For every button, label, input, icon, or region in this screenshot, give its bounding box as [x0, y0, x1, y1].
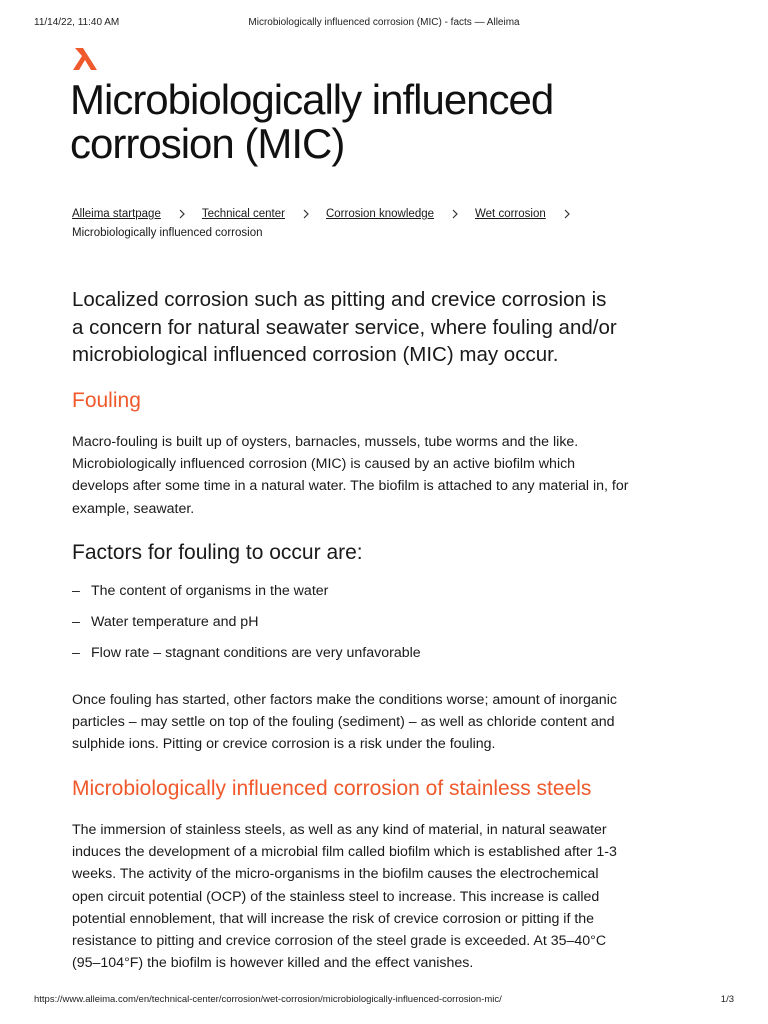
list-item-text: Water temperature and pH — [91, 614, 259, 630]
text-line: particles – may settle on top of the fouling (sediment) – as well as chloride content and — [72, 714, 615, 731]
list-item — [72, 643, 692, 674]
print-header — [0, 17, 768, 31]
breadcrumb-link-startpage[interactable]: Alleima startpage — [72, 208, 161, 220]
intro-line: a concern for natural seawater service, where fouling and/or — [72, 315, 617, 339]
factors-heading: Factors for fouling to occur are: — [72, 541, 363, 564]
text-line: potential ennoblement, that will increase the risk of crevice corrosion or pitting if the — [72, 910, 595, 927]
print-url: https://www.alleima.com/en/technical-center/corrosion/wet-corrosion/microbiologically-influenced-corrosion-mic/ — [34, 994, 502, 1005]
list-item-text: Flow rate – stagnant conditions are very unfavorable — [91, 645, 421, 661]
print-document-title: Microbiologically influenced corrosion (MIC) - facts — Alleima — [248, 17, 520, 28]
factors-list — [72, 581, 692, 674]
text-line: open circuit potential (OCP) of the stainless steel to increase. This increase is called — [72, 888, 600, 905]
breadcrumb-link-wet-corrosion[interactable]: Wet corrosion — [475, 208, 546, 220]
page-title — [70, 78, 710, 166]
text-line: (95–104°F) the biofilm is however killed and the effect vanishes. — [72, 955, 474, 972]
alleima-logo-icon[interactable] — [72, 46, 100, 72]
list-item-text: The content of organisms in the water — [91, 583, 329, 599]
fouling-conditions-paragraph — [72, 689, 702, 756]
text-line: The immersion of stainless steels, as well as any kind of material, in natural seawater — [72, 822, 607, 838]
breadcrumb-link-technical-center[interactable]: Technical center — [201, 208, 285, 220]
chevron-right-icon — [448, 208, 462, 220]
intro-line: Localized corrosion such as pitting and crevice corrosion is — [72, 288, 607, 311]
text-line: sulphide ions. Pitting or crevice corrosion is a risk under the fouling. — [72, 736, 496, 753]
page-title-line2: corrosion (MIC) — [70, 120, 345, 167]
print-footer — [34, 994, 734, 1008]
stainless-heading: Microbiologically influenced corrosion of stainless steels — [72, 777, 592, 800]
breadcrumb-link-corrosion-knowledge[interactable]: Corrosion knowledge — [325, 208, 435, 220]
text-line: Microbiologically influenced corrosion (MIC) is caused by an active biofilm which — [72, 456, 576, 473]
text-line: Once fouling has started, other factors make the conditions worse; amount of inorganic — [72, 692, 617, 708]
page-title-line1: Microbiologically influenced — [70, 76, 554, 123]
breadcrumb — [72, 206, 692, 239]
print-timestamp: 11/14/22, 11:40 AM — [34, 17, 120, 28]
chevron-right-icon — [299, 208, 313, 220]
text-line: example, seawater. — [72, 500, 195, 517]
fouling-paragraph — [72, 431, 702, 520]
dash-bullet: – — [72, 645, 80, 661]
chevron-right-icon — [560, 208, 574, 220]
text-line: weeks. The activity of the micro-organisms in the biofilm causes the electrochemical — [72, 866, 599, 883]
text-line: resistance to pitting and crevice corrosion of the steel grade is exceeded. At 35–40°C — [72, 933, 607, 950]
print-page-number: 1/3 — [720, 994, 734, 1005]
text-line: develops after some time in a natural water. The biofilm is attached to any material in, for — [72, 478, 629, 495]
intro-line: microbiological influenced corrosion (MIC) may occur. — [72, 343, 559, 366]
list-item — [72, 581, 692, 612]
dash-bullet: – — [72, 583, 80, 599]
dash-bullet: – — [72, 614, 80, 630]
breadcrumb-current: Microbiologically influenced corrosion — [72, 227, 263, 239]
fouling-heading: Fouling — [72, 389, 141, 412]
text-line: Macro-fouling is built up of oysters, barnacles, mussels, tube worms and the like. — [72, 434, 579, 450]
text-line: induces the development of a microbial film called biofilm which is established after 1-3 — [72, 844, 617, 861]
intro-text — [72, 286, 712, 369]
chevron-right-icon — [175, 208, 189, 220]
list-item — [72, 612, 692, 643]
stainless-paragraph — [72, 819, 702, 974]
